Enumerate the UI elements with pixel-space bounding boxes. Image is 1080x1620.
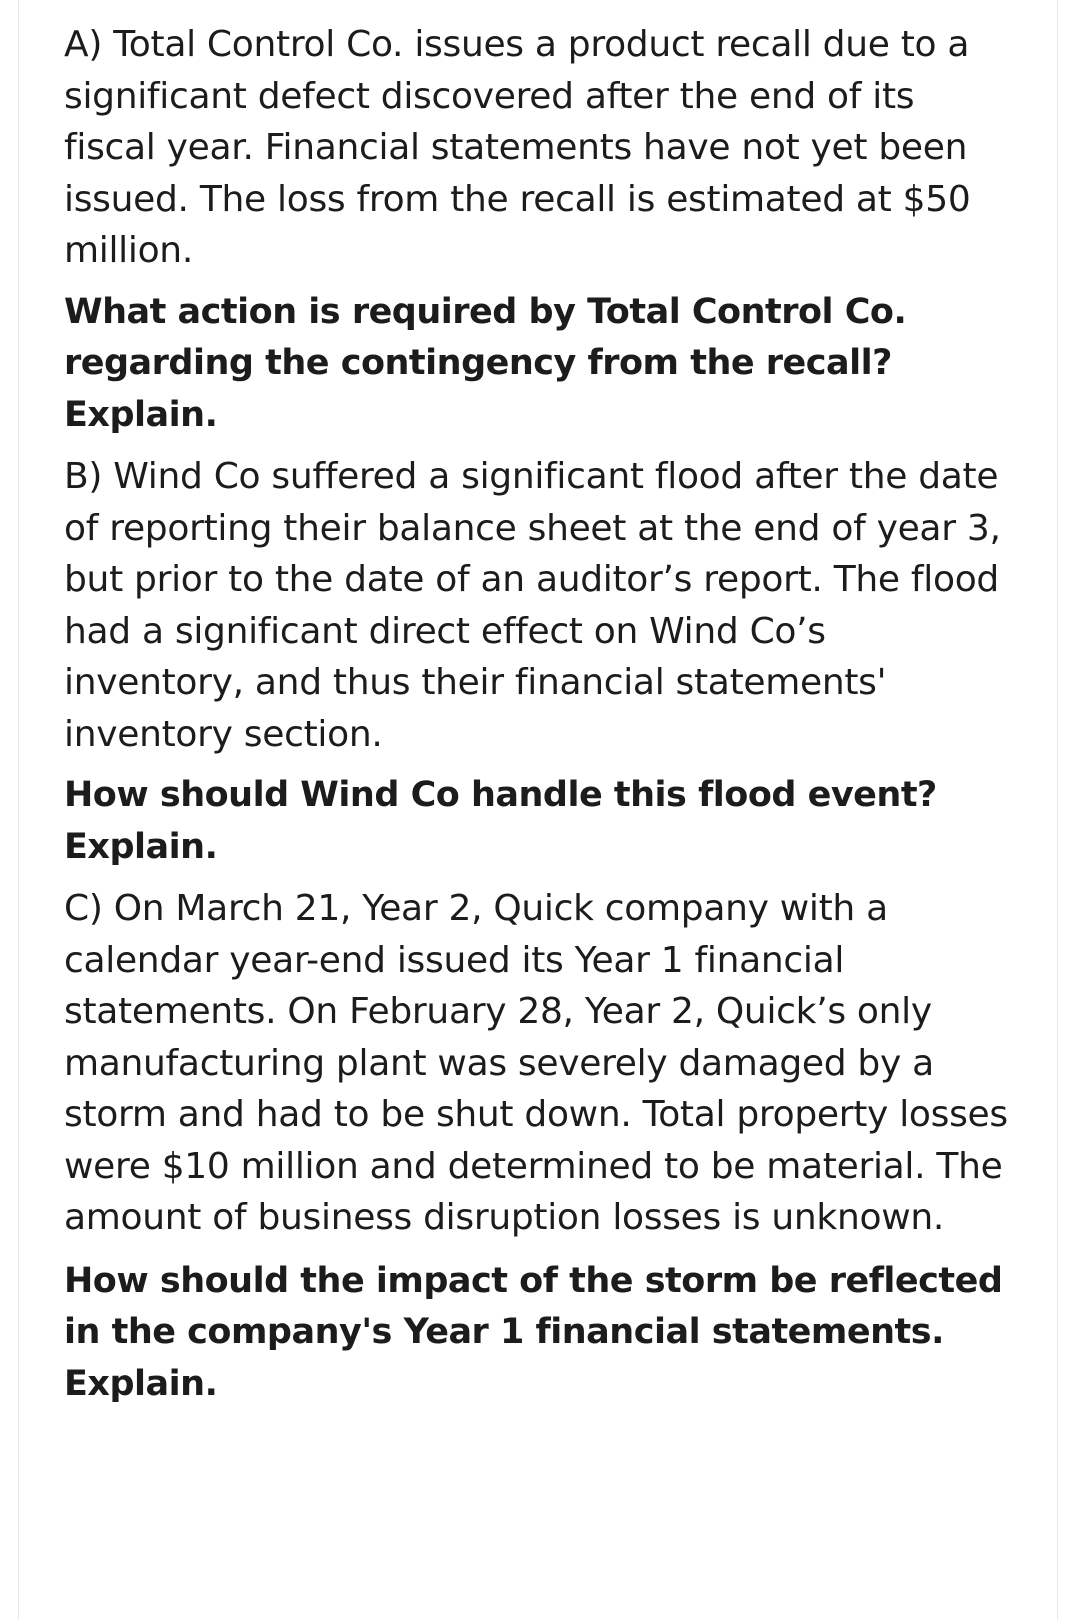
question-content bbox=[64, 19, 1014, 1410]
section-a-text: A) Total Control Co. issues a product recall due to a significant defect discovered after the end of its fiscal year. Financial statements have not yet been issued. The loss from the recall is estimated at $50 million. bbox=[64, 24, 971, 271]
section-c-text: C) On March 21, Year 2, Quick company with a calendar year-end issued its Year 1 financial statements. On February 28, Year 2, Quick’s only manufacturing plant was severely damaged by a storm and had to be shut down. Total property losses were $10 million and determined to be material. The amount of business disruption losses is unknown. bbox=[64, 888, 1008, 1238]
section-b-text: B) Wind Co suffered a significant flood after the date of reporting their balance sheet at the end of year 3, but prior to the date of an auditor’s report. The flood had a significant direct effect on Wind Co’s inventory, and thus their financial statements' inventory section. bbox=[64, 456, 1001, 755]
section-b-question: How should Wind Co handle this flood event? Explain. bbox=[64, 775, 937, 867]
section-a-question: What action is required by Total Control Co. regarding the contingency from the recall? Explain. bbox=[64, 291, 907, 435]
section-c-question: How should the impact of the storm be reflected in the company's Year 1 financial statements. Explain. bbox=[64, 1260, 1003, 1404]
